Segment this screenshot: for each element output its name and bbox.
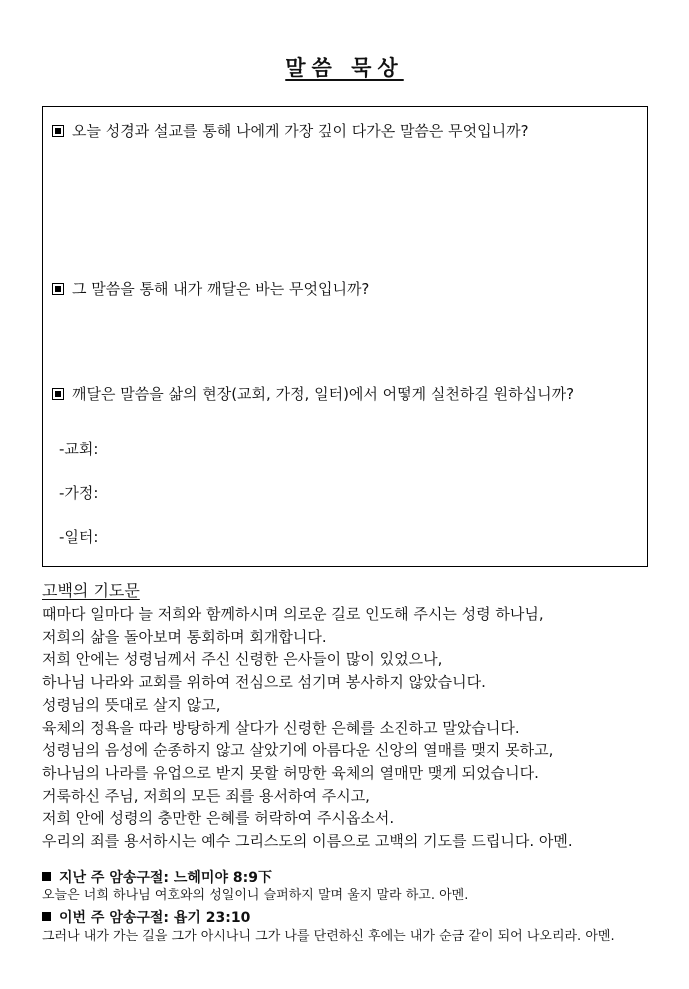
page-title: 말씀 묵상	[285, 56, 404, 80]
question-3-text: 깨달은 말씀을 삶의 현장(교회, 가정, 일터)에서 어떻게 실천하길 원하십니까?	[72, 385, 575, 403]
prayer-body	[42, 603, 672, 853]
question-2	[52, 277, 369, 301]
prayer-line: 하나님의 나라를 유업으로 받지 못할 허망한 육체의 열매만 맺게 되었습니다.	[42, 763, 539, 782]
question-1	[52, 119, 529, 143]
prayer-line: 육체의 정욕을 따라 방탕하게 살다가 신령한 은혜를 소진하고 말았습니다.	[42, 718, 520, 737]
this-week-verse-label: 이번 주 암송구절: 욥기 23:10	[59, 910, 251, 926]
last-week-verse-label: 지난 주 암송구절: 느헤미야 8:9下	[59, 870, 272, 886]
home-label: -가정:	[59, 484, 99, 502]
last-week-verse-heading	[42, 868, 272, 888]
prayer-line: 하나님 나라와 교회를 위하여 전심으로 섬기며 봉사하지 않았습니다.	[42, 673, 486, 692]
checkbox-square-icon	[52, 388, 64, 400]
prayer-line: 거룩하신 주님, 저희의 모든 죄를 용서하여 주시고,	[42, 786, 370, 805]
this-week-verse-heading	[42, 908, 250, 928]
question-3	[52, 382, 640, 407]
this-week-verse-text: 그러나 내가 가는 길을 그가 아시나니 그가 나를 단련하신 후에는 내가 순금 같이 되어 나오리라. 아멘.	[42, 929, 615, 944]
black-square-icon	[42, 912, 51, 921]
last-week-verse-text: 오늘은 너희 하나님 여호와의 성일이니 슬퍼하지 말며 울지 말라 하고. 아멘.	[42, 888, 469, 903]
question-2-text: 그 말씀을 통해 내가 깨달은 바는 무엇입니까?	[72, 280, 370, 298]
checkbox-square-icon	[52, 125, 64, 137]
prayer-line: 때마다 일마다 늘 저희와 함께하시며 의로운 길로 인도해 주시는 성령 하나님,	[42, 605, 544, 623]
work-label: -일터:	[59, 528, 99, 546]
prayer-line: 저희 안에 성령의 충만한 은혜를 허락하여 주시옵소서.	[42, 809, 395, 828]
prayer-line: 성령님의 음성에 순종하지 않고 살았기에 아름다운 신앙의 열매를 맺지 못하고,	[42, 741, 554, 760]
prayer-line: 우리의 죄를 용서하시는 예수 그리스도의 이름으로 고백의 기도를 드립니다. 아멘.	[42, 832, 573, 851]
black-square-icon	[42, 872, 51, 881]
checkbox-square-icon	[52, 283, 64, 295]
prayer-line: 저희의 삶을 돌아보며 통회하며 회개합니다.	[42, 627, 327, 646]
question-1-text: 오늘 성경과 설교를 통해 나에게 가장 깊이 다가온 말씀은 무엇입니까?	[72, 122, 529, 140]
church-label: -교회:	[59, 440, 99, 458]
prayer-line: 성령님의 뜻대로 살지 않고,	[42, 695, 221, 714]
meditation-box	[42, 106, 648, 567]
prayer-line: 저희 안에는 성령님께서 주신 신령한 은사들이 많이 있었으나,	[42, 650, 443, 669]
prayer-title: 고백의 기도문	[42, 581, 140, 600]
